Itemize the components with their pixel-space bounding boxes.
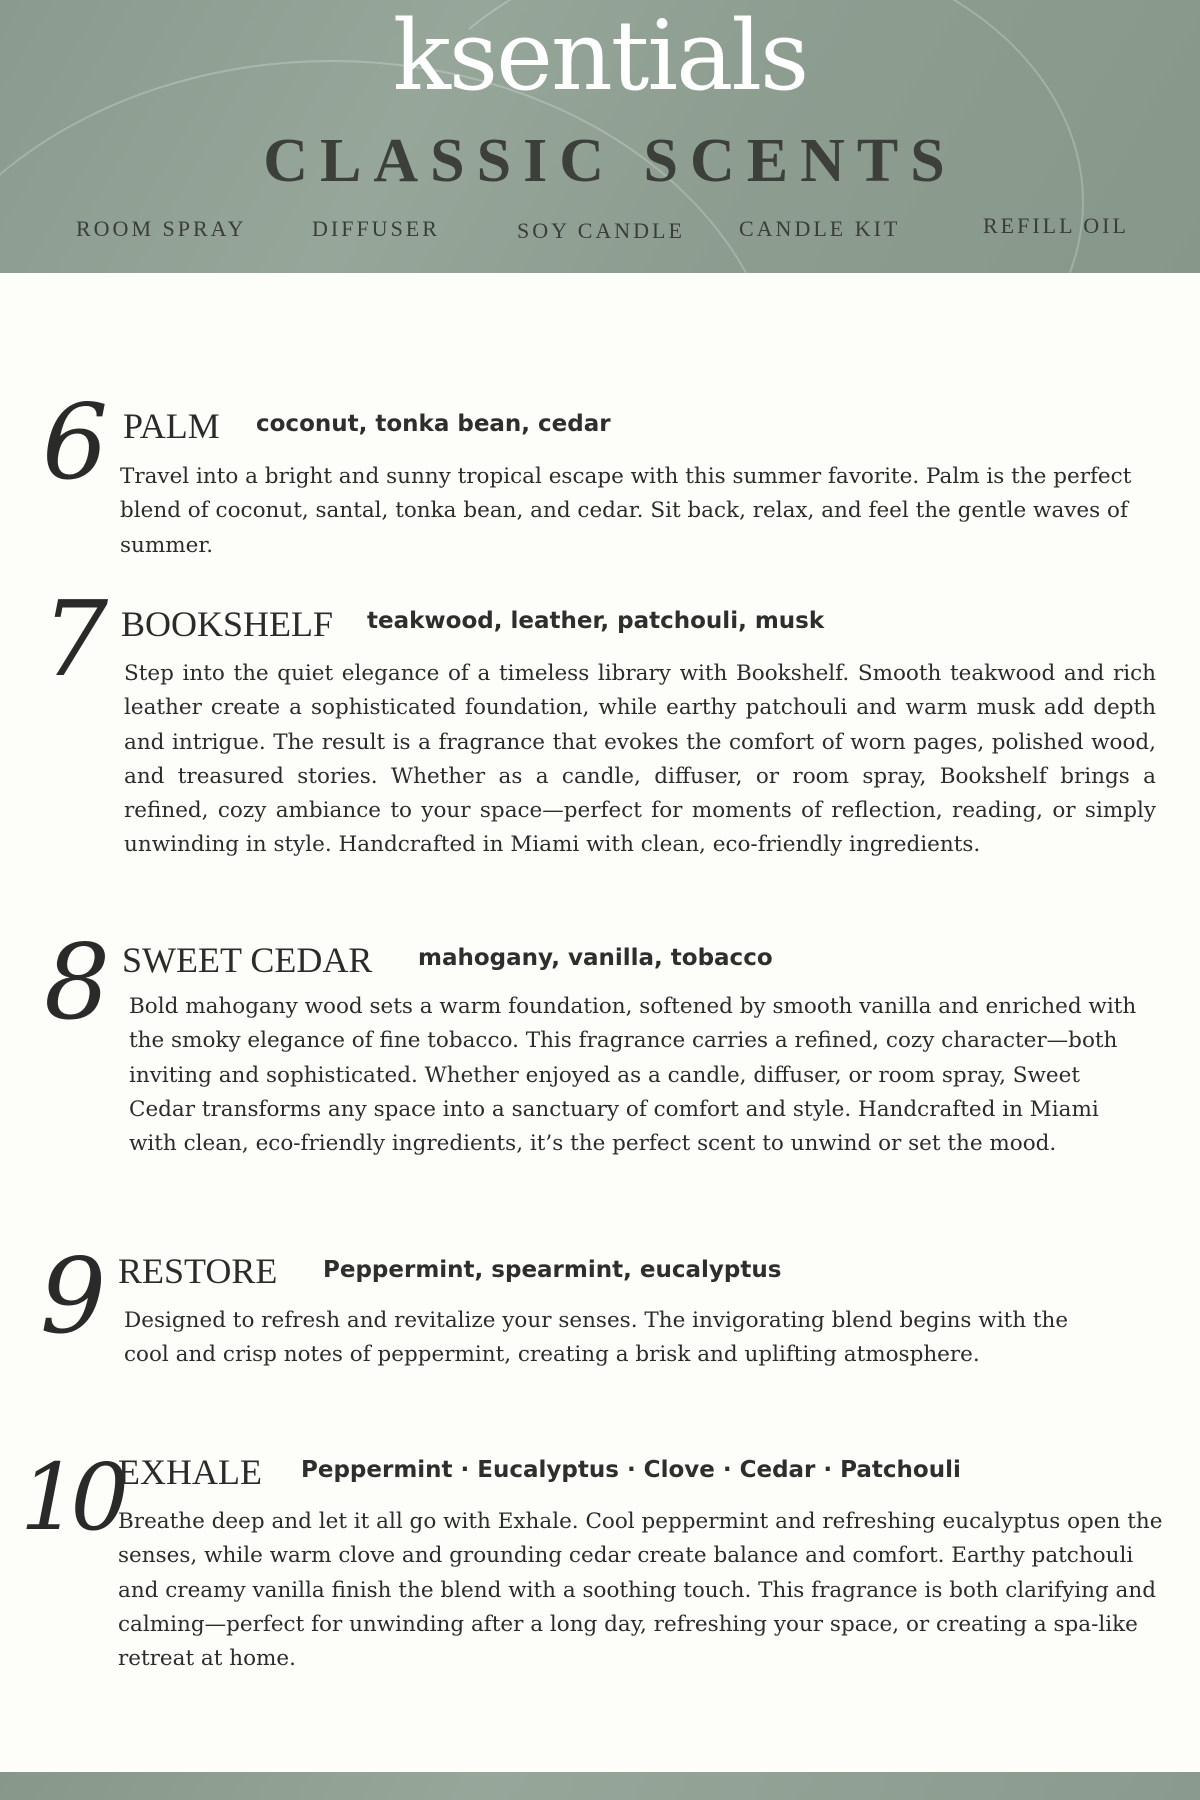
scent-description: Designed to refresh and revitalize your senses. The invigorating blend begins with the cool and crisp notes of peppermint, creating a brisk and uplifting atmosphere. (124, 1308, 1069, 1368)
page-title: CLASSIC SCENTS (263, 127, 957, 195)
product-room-spray: ROOM SPRAY (76, 216, 247, 241)
scent-description: Travel into a bright and sunny tropical escape with this summer favorite. Palm is the perfect blend of coconut, santal, tonka bean, and cedar. Sit back, relax, and feel the gentle waves of summer. (120, 464, 1132, 558)
scent-number: 8 (44, 921, 111, 1043)
scent-description: Bold mahogany wood sets a warm foundation, softened by smooth vanilla and enriched with the smoky elegance of fine tobacco. This fragrance carries a refined, cozy character—both inviting and sophisticated. Whether enjoyed as a candle, diffuser, or room spray, Sweet Cedar transforms any space into a sanctuary of comfort and style. Handcrafted in Miami with clean, eco-friendly ingredients, it’s the perfect scent to unwind or set the mood. (129, 994, 1137, 1157)
scent-notes: teakwood, leather, patchouli, musk (367, 608, 825, 634)
scent-name: SWEET CEDAR (122, 940, 373, 980)
scent-number: 7 (42, 578, 109, 700)
brand-logo: ksentials (392, 0, 808, 112)
scent-notes: coconut, tonka bean, cedar (256, 411, 611, 437)
scent-number: 9 (40, 1235, 107, 1357)
scent-number: 10 (20, 1444, 122, 1551)
product-candle-kit: CANDLE KIT (739, 216, 901, 241)
scent-name: RESTORE (118, 1251, 278, 1291)
product-refill-oil: REFILL OIL (983, 213, 1129, 238)
product-soy-candle: SOY CANDLE (517, 218, 685, 243)
scent-description: Breathe deep and let it all go with Exhale. Cool peppermint and refreshing eucalyptus open the senses, while warm clove and grounding cedar create balance and comfort. Earthy patchouli and creamy vanilla finish the blend with a soothing touch. This fragrance is both clarifying and calming—perfect for unwinding after a long day, refreshing your space, or creating a spa-like retreat at home. (118, 1509, 1163, 1672)
scent-name: PALM (123, 406, 220, 446)
scent-name: EXHALE (118, 1452, 262, 1492)
scent-notes: mahogany, vanilla, tobacco (418, 945, 773, 971)
footer-banner (0, 1772, 1200, 1800)
scent-description: Step into the quiet elegance of a timeless library with Bookshelf. Smooth teakwood and rich leather create a sophisticated foundation, while earthy patchouli and warm musk add depth and intrigue. The result is a fragrance that evokes the comfort of worn pages, polished wood, and treasured stories. Whether as a candle, diffuser, or room spray, Bookshelf brings a refined, cozy ambiance to your space—perfect for moments of reflection, reading, or simply unwinding in style. Handcrafted in Miami with clean, eco-friendly ingredients. (124, 661, 1156, 858)
product-diffuser: DIFFUSER (312, 216, 440, 241)
scent-name: BOOKSHELF (121, 604, 334, 644)
scent-notes: Peppermint, spearmint, eucalyptus (323, 1257, 782, 1283)
header-banner (0, 0, 1200, 273)
scent-notes: Peppermint · Eucalyptus · Clove · Cedar · Patchouli (301, 1457, 961, 1483)
scent-number: 6 (42, 381, 109, 503)
